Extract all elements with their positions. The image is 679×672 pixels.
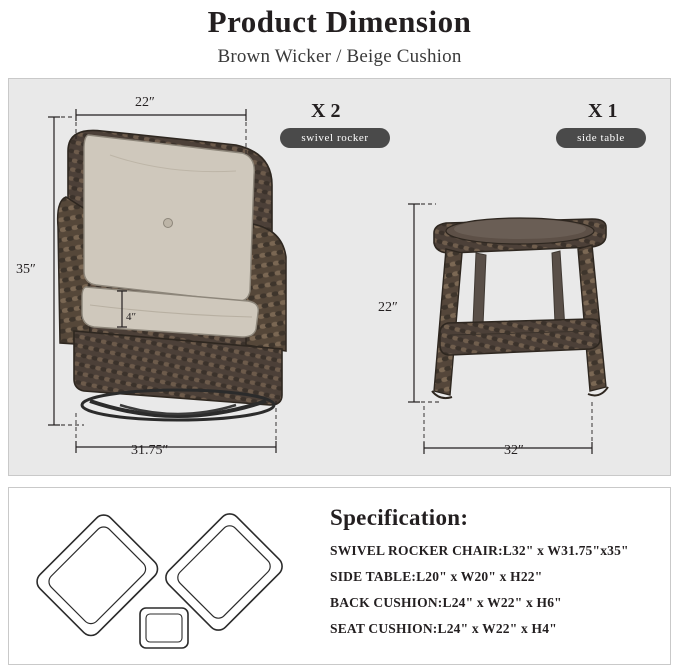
chair-dimension-guides <box>14 95 314 465</box>
chair-width-top-label: 22″ <box>135 95 155 110</box>
cushion-outline-diagrams <box>28 498 318 658</box>
chair-badge: swivel rocker <box>280 128 390 148</box>
specification-title: Specification: <box>330 505 469 530</box>
page-title: Product Dimension <box>207 4 472 39</box>
chair-width-bottom-label: 31.75″ <box>131 443 169 458</box>
spec-line: SWIVEL ROCKER CHAIR:L32" x W31.75"x35" <box>330 543 629 558</box>
spec-line: SIDE TABLE:L20" x W20" x H22" <box>330 569 543 584</box>
page-header <box>0 0 679 68</box>
chair-seat-thickness-label: 4″ <box>126 311 137 323</box>
chair-count-label: X 2 <box>311 100 341 122</box>
table-badge: side table <box>556 128 646 148</box>
specification-list <box>330 543 660 647</box>
table-width-label: 32″ <box>504 443 524 458</box>
spec-line: BACK CUSHION:L24" x W22" x H6" <box>330 595 562 610</box>
page-subtitle: Brown Wicker / Beige Cushion <box>217 45 462 67</box>
chair-height-label: 35″ <box>16 262 36 277</box>
table-count-label: X 1 <box>588 100 618 122</box>
table-height-label: 22″ <box>378 300 398 315</box>
table-dimension-guides <box>396 190 636 465</box>
spec-line: SEAT CUSHION:L24" x W22" x H4" <box>330 621 557 636</box>
